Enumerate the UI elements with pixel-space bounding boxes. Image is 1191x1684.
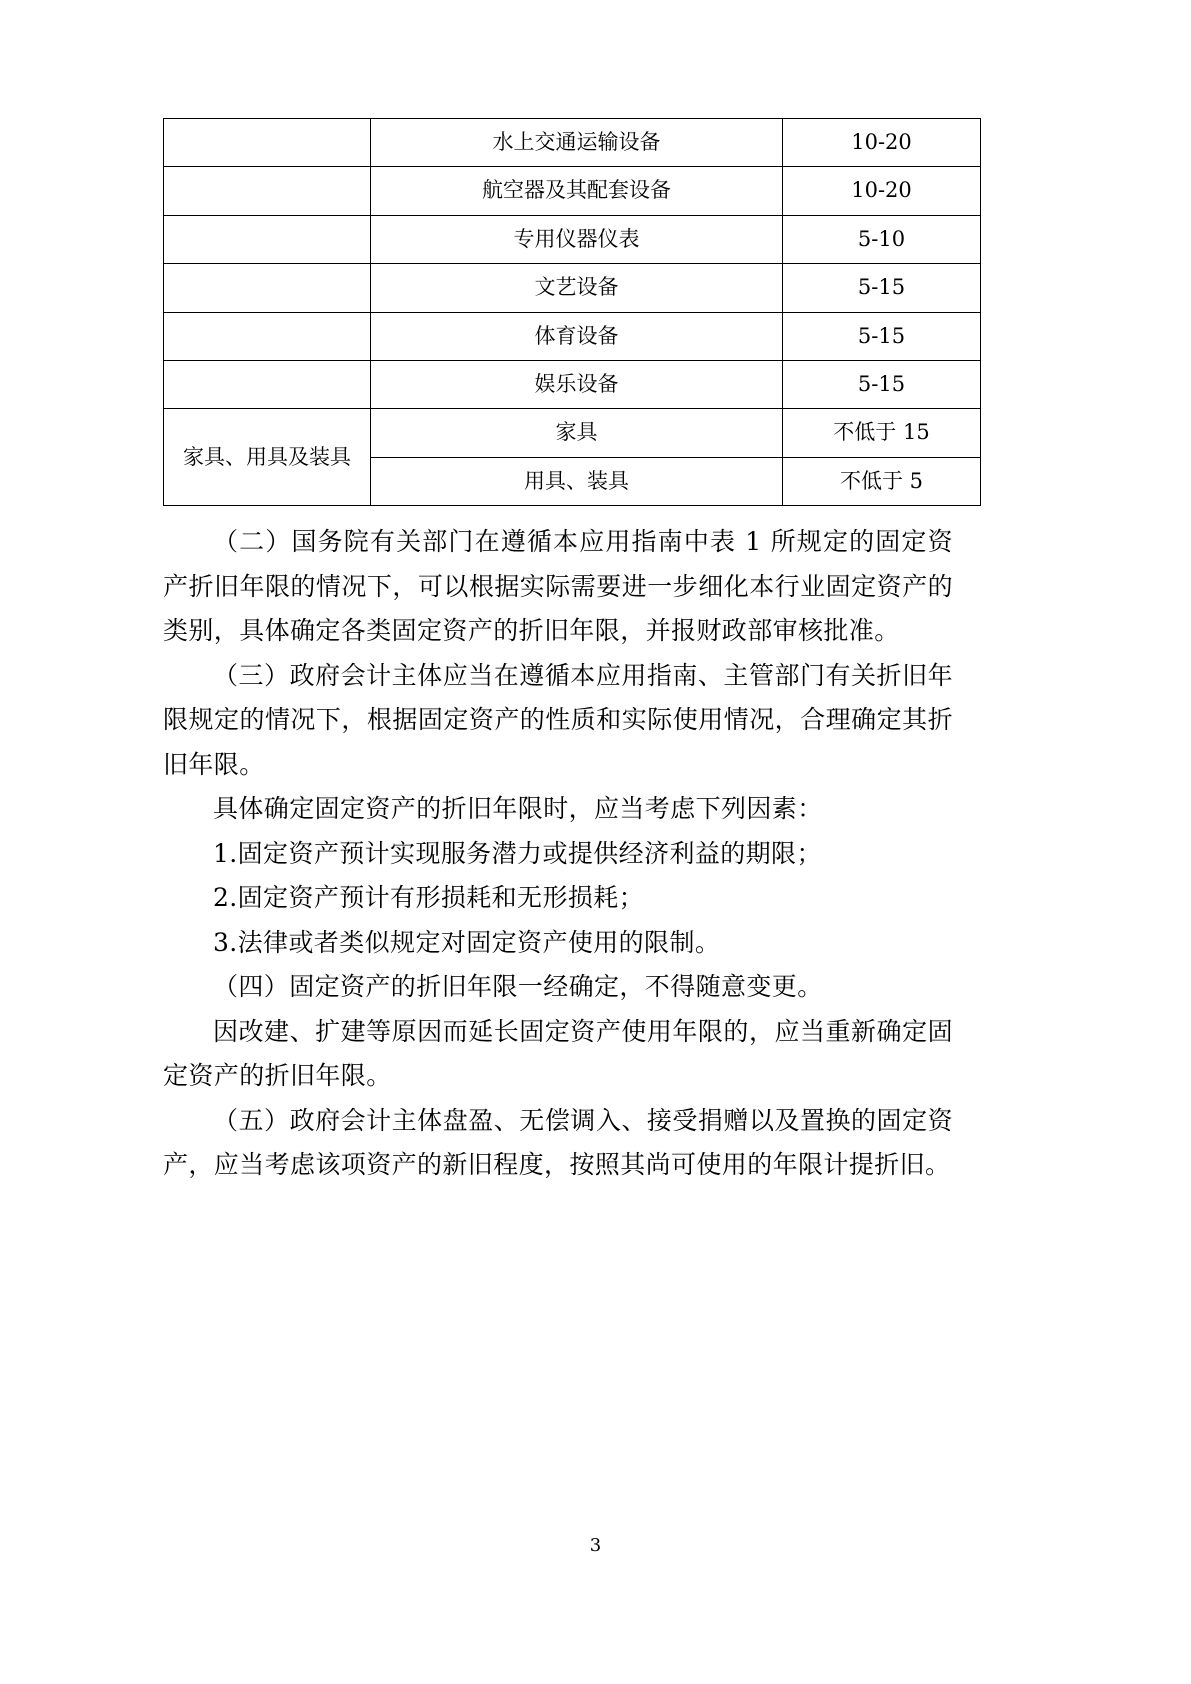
table-cell-years: 10-20 (783, 119, 981, 167)
table-cell-years: 不低于 5 (783, 457, 981, 505)
depreciation-table (163, 118, 981, 506)
table-row (164, 312, 981, 360)
table-cell-category (164, 167, 371, 215)
table-row (164, 119, 981, 167)
paragraph-rebuild: 因改建、扩建等原因而延长固定资产使用年限的，应当重新确定固定资产的折旧年限。 (163, 1016, 953, 1091)
paragraph-factor-1: 1.固定资产预计实现服务潜力或提供经济利益的期限； (213, 838, 822, 868)
table-cell-asset-name: 文艺设备 (371, 264, 783, 312)
table-cell-category: 家具、用具及装具 (164, 409, 371, 506)
table-cell-category (164, 360, 371, 408)
table-cell-years: 5-15 (783, 360, 981, 408)
table-cell-asset-name: 专用仪器仪表 (371, 215, 783, 263)
table-cell-asset-name: 航空器及其配套设备 (371, 167, 783, 215)
table-cell-asset-name: 水上交通运输设备 (371, 119, 783, 167)
table-row (164, 167, 981, 215)
table-cell-category (164, 312, 371, 360)
page-content (163, 118, 953, 1188)
table-cell-years: 5-15 (783, 264, 981, 312)
table-row (164, 215, 981, 263)
table-cell-asset-name: 家具 (371, 409, 783, 457)
table-cell-years: 5-15 (783, 312, 981, 360)
table-cell-years: 10-20 (783, 167, 981, 215)
table-row (164, 264, 981, 312)
table-cell-category (164, 215, 371, 263)
table-cell-asset-name: 体育设备 (371, 312, 783, 360)
paragraph-3: （三）政府会计主体应当在遵循本应用指南、主管部门有关折旧年限规定的情况下，根据固定资产的性质和实际使用情况，合理确定其折旧年限。 (163, 660, 953, 779)
table-cell-years: 5-10 (783, 215, 981, 263)
table-cell-years: 不低于 15 (783, 409, 981, 457)
paragraph-5: （五）政府会计主体盘盈、无偿调入、接受捐赠以及置换的固定资产，应当考虑该项资产的新旧程度，按照其尚可使用的年限计提折旧。 (163, 1105, 953, 1180)
table-cell-asset-name: 用具、装具 (371, 457, 783, 505)
paragraph-factors-intro: 具体确定固定资产的折旧年限时，应当考虑下列因素： (213, 794, 823, 824)
paragraph-2: （二）国务院有关部门在遵循本应用指南中表 1 所规定的固定资产折旧年限的情况下，可以根据实际需要进一步细化本行业固定资产的类别，具体确定各类固定资产的折旧年限，并报财政部审核批准。 (163, 527, 953, 646)
page-number: 3 (589, 1535, 602, 1556)
paragraph-factor-3: 3.法律或者类似规定对固定资产使用的限制。 (213, 927, 721, 957)
table-cell-asset-name: 娱乐设备 (371, 360, 783, 408)
table-row (164, 360, 981, 408)
paragraph-factor-2: 2.固定资产预计有形损耗和无形损耗； (213, 883, 645, 913)
table-cell-category (164, 119, 371, 167)
table-cell-category (164, 264, 371, 312)
table-row (164, 409, 981, 457)
paragraph-4: （四）固定资产的折旧年限一经确定，不得随意变更。 (213, 972, 823, 1002)
